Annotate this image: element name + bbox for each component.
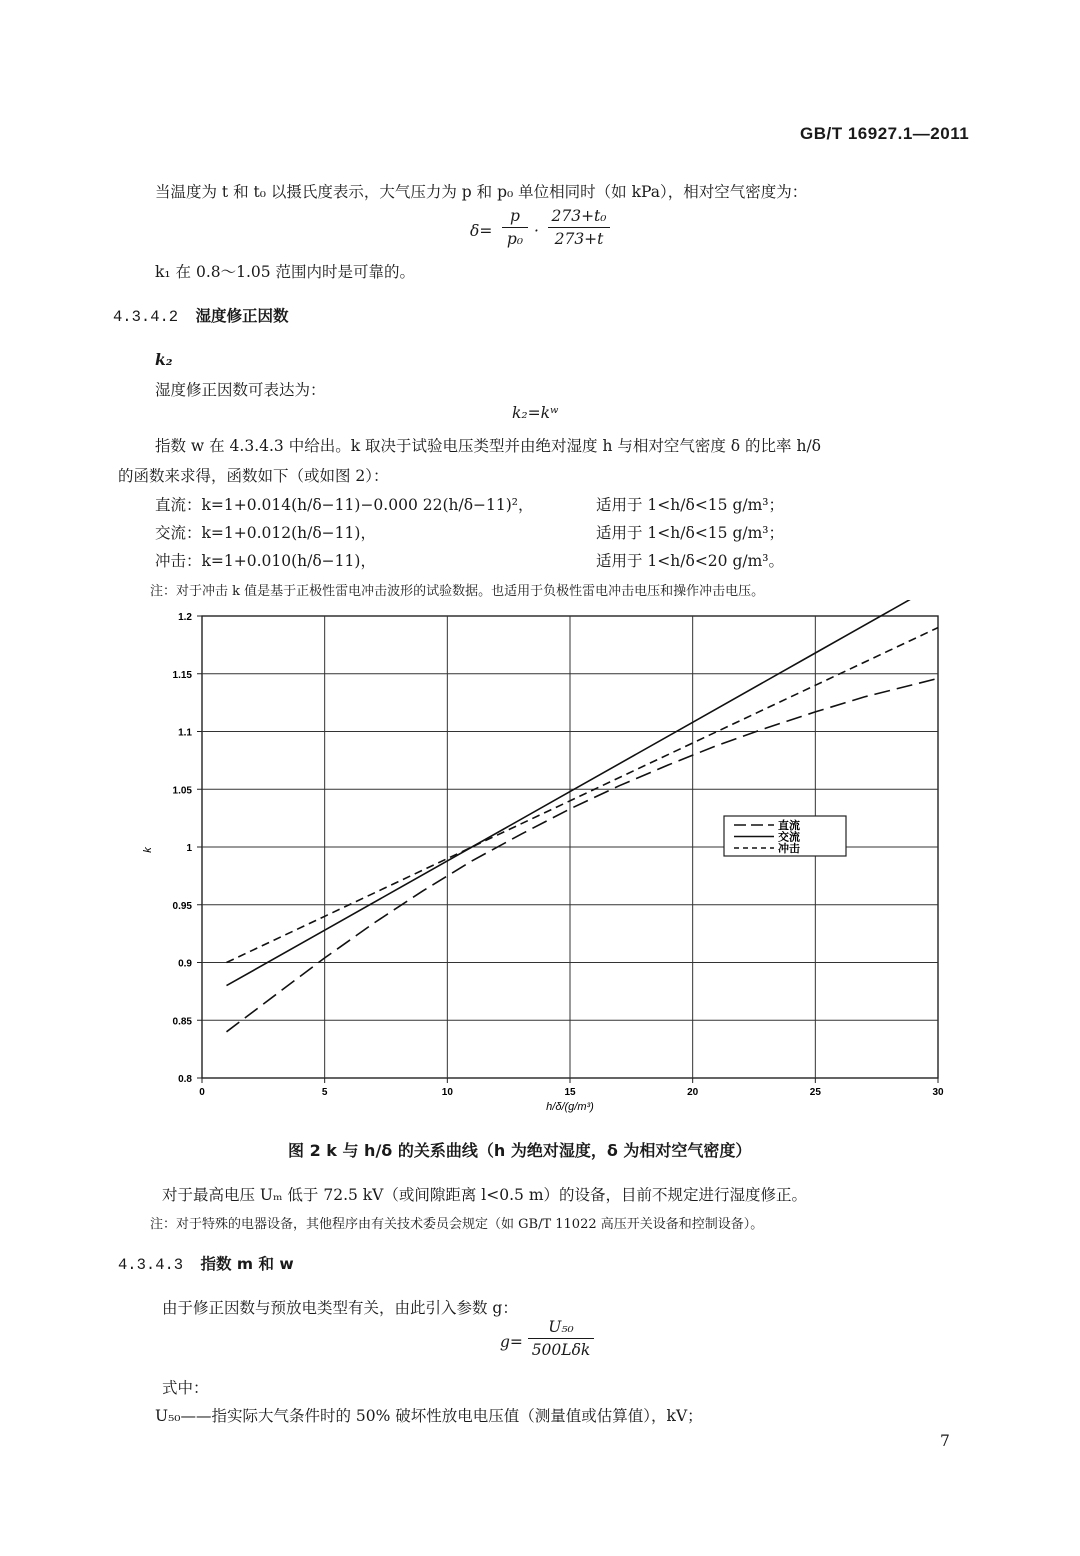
y-tick-label: 1.2: [178, 612, 192, 623]
density-intro: 当温度为 t 和 t₀ 以摄氏度表示，大气压力为 p 和 p₀ 单位相同时（如 kPa），相对空气密度为：: [155, 183, 808, 201]
k1-reliability: k₁ 在 0.8～1.05 范围内时是可靠的。: [155, 263, 416, 281]
fraction-numerator: p: [510, 207, 520, 225]
g-parameter-intro: 由于修正因数与预放电类型有关，由此引入参数 g：: [162, 1299, 518, 1317]
fraction-denominator: 273+t: [554, 230, 604, 248]
humidity-exemption-para: 对于最高电压 Uₘ 低于 72.5 kV（或间隙距离 l<0.5 m）的设备，目前不规定进行湿度修正。: [162, 1186, 808, 1204]
impulse-formula: 冲击：k=1+0.010(h/δ−11)，: [155, 552, 376, 570]
x-tick-label: 15: [564, 1087, 576, 1098]
y-tick-label: 0.95: [172, 900, 192, 912]
dc-formula: 直流：k=1+0.014(h/δ−11)−0.000 22(h/δ−11)²，: [155, 496, 534, 514]
y-tick-label: 0.8: [178, 1074, 192, 1085]
impulse-range: 适用于 1<h/δ<20 g/m³。: [596, 552, 785, 570]
y-tick-label: 1: [186, 843, 192, 854]
y-tick-label: 0.85: [172, 1016, 192, 1028]
section-title: 湿度修正因数: [195, 307, 289, 325]
ac-range: 适用于 1<h/δ<15 g/m³；: [596, 524, 785, 542]
chart-legend: [724, 816, 846, 856]
fraction-numerator: 273+t₀: [551, 207, 607, 225]
y-axis-label: k: [142, 847, 154, 853]
y-tick-label: 0.9: [178, 958, 192, 970]
fraction-denominator: 500Lδk: [531, 1341, 591, 1359]
density-fraction-1: [502, 207, 528, 248]
section-number: 4.3.4.3: [118, 1256, 184, 1274]
g-formula-lhs: g=: [500, 1333, 523, 1351]
density-dot: ·: [534, 222, 539, 240]
g-fraction: [528, 1318, 594, 1359]
x-tick-label: 25: [809, 1087, 821, 1098]
fraction-bar: [502, 227, 528, 228]
ac-formula: 交流：k=1+0.012(h/δ−11)，: [155, 524, 376, 542]
k-description-line1: 指数 w 在 4.3.4.3 中给出。k 取决于试验电压类型并由绝对湿度 h 与相对空气密度 δ 的比率 h/δ: [155, 437, 822, 455]
u50-definition: U₅₀——指实际大气条件时的 50% 破坏性放电电压值（测量值或估算值），kV；: [155, 1407, 703, 1425]
k2-symbol: k₂: [155, 350, 173, 369]
legend-label: 交流: [778, 831, 800, 844]
section-title: 指数 m 和 w: [200, 1255, 294, 1273]
series-line-3: [227, 628, 939, 963]
dc-range: 适用于 1<h/δ<15 g/m³；: [596, 496, 785, 514]
where-label: 式中：: [162, 1379, 209, 1397]
fraction-denominator: p₀: [506, 230, 524, 248]
k2-expression-intro: 湿度修正因数可表达为：: [155, 381, 326, 399]
x-tick-label: 30: [932, 1087, 944, 1098]
y-tick-label: 1.15: [172, 669, 192, 681]
legend-label: 冲击: [778, 843, 800, 855]
fraction-bar: [548, 227, 610, 228]
y-tick-label: 1.1: [178, 727, 192, 739]
x-tick-label: 0: [199, 1087, 205, 1098]
x-axis-label: h/δ/(g/m³): [546, 1101, 594, 1113]
x-tick-label: 10: [441, 1087, 453, 1098]
page-number: 7: [940, 1432, 950, 1450]
x-tick-label: 20: [687, 1087, 699, 1098]
k-vs-h-delta-chart: [140, 600, 960, 1120]
section-heading-4342: [113, 304, 289, 326]
density-formula-lhs: δ=: [470, 222, 493, 240]
k2-formula: k₂=kʷ: [512, 404, 559, 422]
x-tick-label: 5: [321, 1087, 328, 1098]
section-number: 4.3.4.2: [113, 308, 179, 326]
special-equipment-note: 注：对于特殊的电器设备，其他程序由有关技术委员会规定（如 GB/T 11022 高压开关设备和控制设备）。: [150, 1217, 764, 1232]
k-description-line2: 的函数来求得，函数如下（或如图 2）：: [118, 467, 389, 485]
density-fraction-2: [548, 207, 610, 248]
figure-caption: 图 2 k 与 h/δ 的关系曲线（h 为绝对湿度，δ 为相对空气密度）: [288, 1141, 752, 1160]
series-line-2: [227, 600, 939, 986]
fraction-numerator: U₅₀: [548, 1318, 574, 1336]
standard-number: GB/T 16927.1—2011: [800, 124, 970, 143]
fraction-bar: [528, 1338, 594, 1339]
legend-label: 直流: [778, 820, 800, 832]
y-tick-label: 1.05: [172, 785, 192, 797]
section-heading-4343: [118, 1252, 294, 1274]
impulse-note: 注：对于冲击 k 值是基于正极性雷电冲击波形的试验数据。也适用于负极性雷电冲击电压和操作冲击电压。: [150, 584, 765, 599]
